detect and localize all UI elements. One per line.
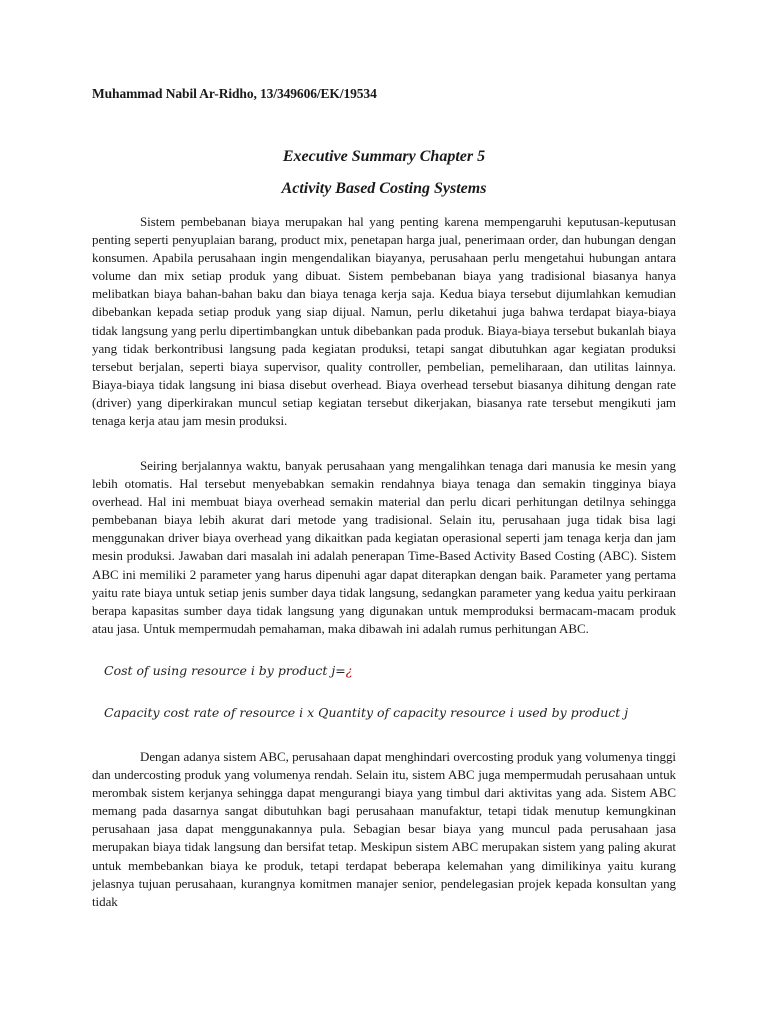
author-line: Muhammad Nabil Ar-Ridho, 13/349606/EK/19534 xyxy=(92,86,377,101)
formula-line-1 xyxy=(104,663,352,678)
document-subtitle: Activity Based Costing Systems xyxy=(281,180,487,197)
document-title: Executive Summary Chapter 5 xyxy=(282,148,486,165)
formula-line-2: Capacity cost rate of resource i x Quantity of capacity resource i used by product j xyxy=(104,705,629,720)
paragraph-2: Seiring berjalannya waktu, banyak perusahaan yang mengalihkan tenaga dari manusia ke mesin yang lebih otomatis. Hal tersebut menyebabkan semakin rendahnya biaya tenaga dan semakin tingginya biaya overhead. Hal ini membuat biaya overhead semakin material dan perlu dicari perhitungan detilnya sehingga pembebanan biaya lebih akurat dari metode yang tradisional. Selain itu, perusahaan juga tidak bisa lagi menggunakan driver biaya overhead yang dikaitkan pada kegiatan operasional seperti jam tenaga kerja dan jam mesin produksi. Jawaban dari masalah ini adalah penerapan Time-Based Activity Based Costing (ABC). Sistem ABC ini memiliki 2 parameter yang harus dipenuhi agar dapat diterapkan dengan baik. Parameter yang pertama yaitu rate biaya untuk setiap jenis sumber daya tidak langsung, sedangkan parameter yang kedua yaitu perkiraan berapa kapasitas sumber daya tidak langsung yang digunakan untuk memproduksi bermacam-macam produk atau jasa. Untuk mempermudah pemahaman, maka dibawah ini adalah rumus perhitungan ABC. xyxy=(92,458,676,636)
formula-error-symbol: ¿ xyxy=(345,663,353,678)
paragraph-1: Sistem pembebanan biaya merupakan hal yang penting karena mempengaruhi keputusan-keputusan penting seperti penyuplaian barang, product mix, penetapan harga jual, penerimaan order, dan hubungan dengan konsumen. Apabila perusahaan ingin mengendalikan biayanya, perusahaan perlu mengetahui hubungan antara volume dan mix setiap produk yang dibuat. Sistem pembebanan biaya yang tradisional biasanya hanya melibatkan biaya bahan-bahan baku dan biaya tenaga kerja saja. Kedua biaya tersebut dijumlahkan kemudian dibebankan kepada setiap produk yang siap dijual. Namun, perlu diketahui juga bahwa terdapat biaya-biaya tidak langsung yang perlu dipertimbangkan untuk dibebankan pada produk. Biaya-biaya tersebut bukanlah biaya yang tidak berkontribusi langsung pada kegiatan produksi, tetapi sangat dibutuhkan agar kegiatan produksi tersebut berjalan, seperti biaya supervisor, quality controller, pembelian, pemeliharaan, dan utilitas lainnya. Biaya-biaya tidak langsung ini biasa disebut overhead. Biaya overhead tersebut biasanya dihitung dengan rate (driver) yang diperkirakan muncul setiap kegiatan tersebut dikerjakan, biasanya rate tersebut mengikuti jam tenaga kerja atau jam mesin produksi. xyxy=(92,214,676,429)
paragraph-3: Dengan adanya sistem ABC, perusahaan dapat menghindari overcosting produk yang volumenya tinggi dan undercosting produk yang volumenya rendah. Selain itu, sistem ABC juga mempermudah perusahaan untuk merombak sistem kerjanya sehingga dapat mengurangi biaya yang timbul dari aktivitas yang ada. Sistem ABC memang pada dasarnya sangat dibutuhkan bagi perusahaan manufaktur, tetapi tidak menutup kemungkinan perusahaan jasa dapat menggunakannya pula. Sebagian besar biaya yang muncul pada perusahaan jasa merupakan biaya tidak langsung dan bersifat tetap. Meskipun sistem ABC merupakan sistem yang paling akurat untuk membebankan biaya ke produk, tetapi terdapat beberapa kelemahan yang dimilikinya yaitu kurang jelasnya tujuan perusahaan, kurangnya komitmen manajer senior, pendelegasian projek kepada konsultan yang tidak xyxy=(92,749,676,909)
formula-line-1-text: Cost of using resource i by product j= xyxy=(104,663,346,678)
